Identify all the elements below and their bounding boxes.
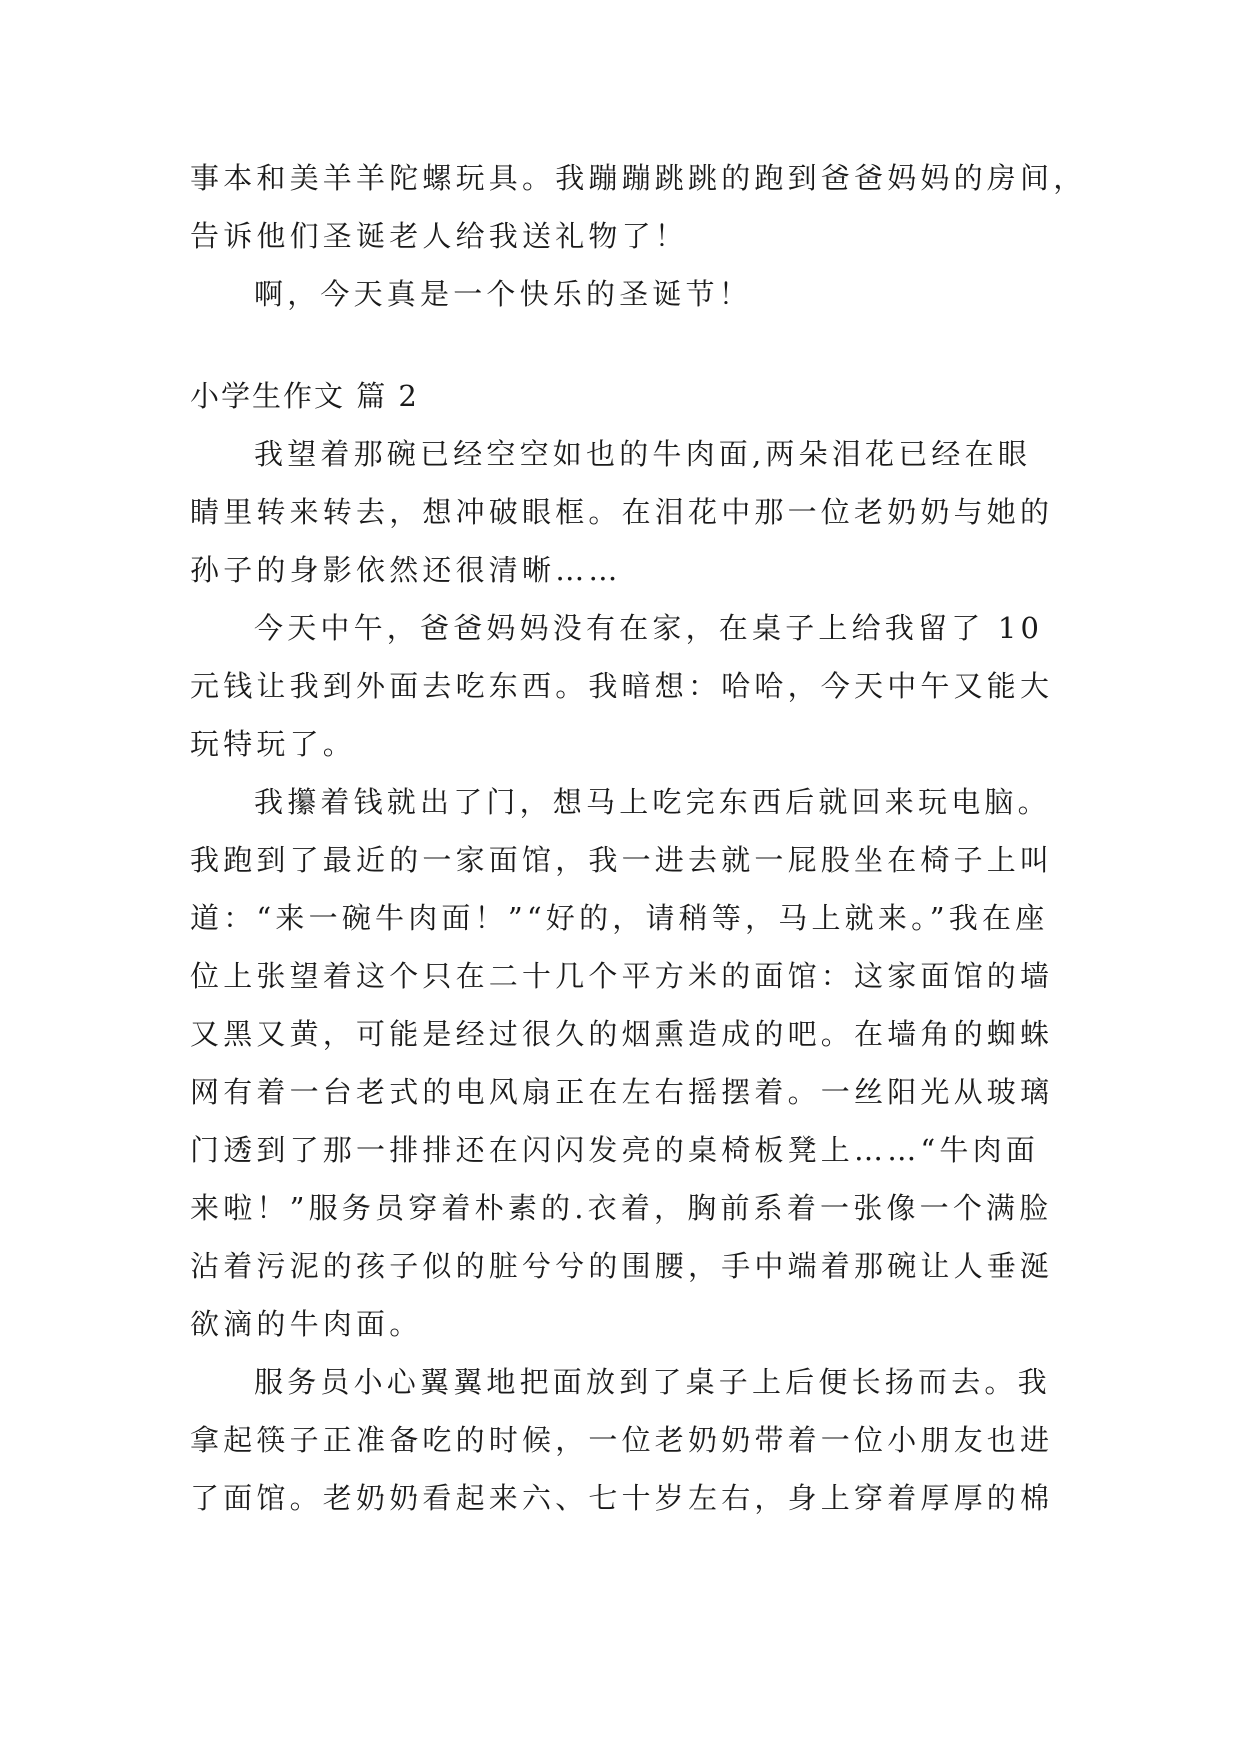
paragraph-line: 网有着一台老式的电风扇正在左右摇摆着。一丝阳光从玻璃	[190, 1075, 1054, 1109]
paragraph-line: 睛里转来转去，想冲破眼框。在泪花中那一位老奶奶与她的	[190, 495, 1054, 529]
paragraph-line: 位上张望着这个只在二十几个平方米的面馆：这家面馆的墙	[190, 959, 1054, 993]
paragraph-line: 又黑又黄，可能是经过很久的烟熏造成的吧。在墙角的蜘蛛	[190, 1017, 1054, 1051]
paragraph-line: 元钱让我到外面去吃东西。我暗想：哈哈，今天中午又能大	[190, 669, 1054, 703]
paragraph-line: 我望着那碗已经空空如也的牛肉面,两朵泪花已经在眼	[254, 437, 1032, 471]
paragraph-line: 道：“来一碗牛肉面！”“好的，请稍等，马上就来。”我在座	[190, 901, 1049, 935]
paragraph-line: 事本和美羊羊陀螺玩具。我蹦蹦跳跳的跑到爸爸妈妈的房间，	[190, 161, 1087, 195]
paragraph-line: 欲滴的牛肉面。	[190, 1307, 423, 1341]
paragraph-line: 玩特玩了。	[190, 727, 357, 761]
paragraph-line: 拿起筷子正准备吃的时候，一位老奶奶带着一位小朋友也进	[190, 1423, 1054, 1457]
paragraph-line: 孙子的身影依然还很清晰……	[190, 553, 622, 587]
paragraph-line: 啊，今天真是一个快乐的圣诞节！	[254, 277, 753, 311]
paragraph-line: 今天中午，爸爸妈妈没有在家，在桌子上给我留了 10	[254, 611, 1044, 645]
paragraph-line: 门透到了那一排排还在闪闪发亮的桌椅板凳上……“牛肉面	[190, 1133, 1040, 1167]
section-heading: 小学生作文 篇 2	[190, 379, 419, 413]
paragraph-line: 了面馆。老奶奶看起来六、七十岁左右，身上穿着厚厚的棉	[190, 1481, 1054, 1515]
paragraph-line: 服务员小心翼翼地把面放到了桌子上后便长扬而去。我	[254, 1365, 1051, 1399]
paragraph-line: 沾着污泥的孩子似的脏兮兮的围腰，手中端着那碗让人垂涎	[190, 1249, 1054, 1283]
paragraph-line: 来啦！”服务员穿着朴素的.衣着，胸前系着一张像一个满脸	[190, 1191, 1053, 1225]
paragraph-line: 告诉他们圣诞老人给我送礼物了！	[190, 219, 689, 253]
paragraph-line: 我跑到了最近的一家面馆，我一进去就一屁股坐在椅子上叫	[190, 843, 1054, 877]
paragraph-line: 我攥着钱就出了门，想马上吃完东西后就回来玩电脑。	[254, 785, 1051, 819]
